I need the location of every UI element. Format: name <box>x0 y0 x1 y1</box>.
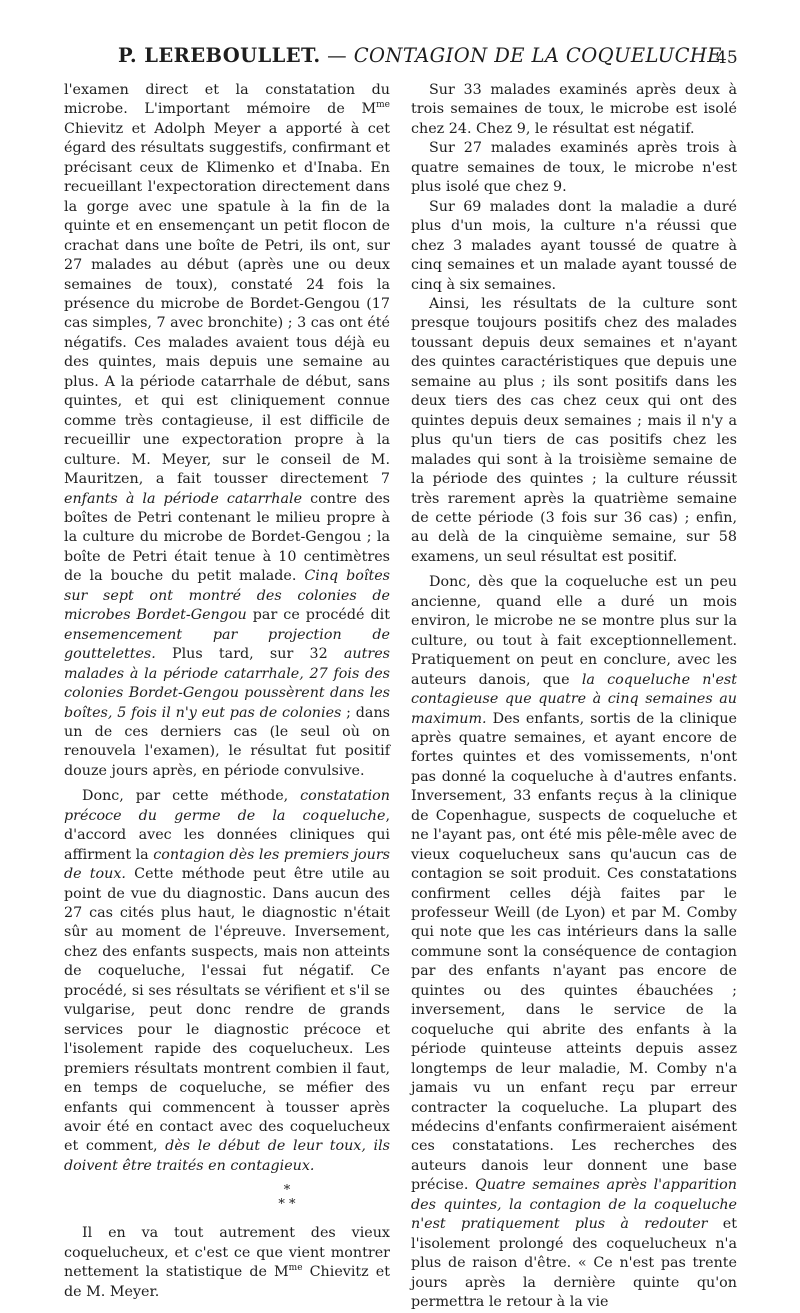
running-head <box>118 44 722 67</box>
italic-run: autres malades à la période catarrhale, 27 fois des colonies Bordet-Gengou poussèrent dans les boîtes, 5 fois il n'y eut pas de colonies <box>64 646 390 721</box>
running-header <box>0 40 800 76</box>
italic-run: dès le début de leur toux, ils doivent être traités en contagieux. <box>64 1138 391 1174</box>
superscript-mme: me <box>376 100 390 111</box>
text-run: Chievitz et Adolph Meyer a apporté à cet égard des résultats suggestifs, confirmant et précisant ceux de Klimenko et d'Inaba. En recueillant l'expectoration directement dans la gorge avec une spatule à la fin de la quinte et en ensemençant un petit flocon de crachat dans une boîte de Petri, ils ont, sur 27 malades au début (après une ou deux semaines de toux), constaté 24 fois la présence du microbe de Bordet-Gengou (17 cas simples, 7 avec bronchite) ; 3 cas ont été négatifs. Ces malades avaient tous déjà eu des quintes, mais depuis une semaine au plus. A la période catarrhale de début, sans quintes, et qui est cliniquement connue comme très contagieuse, il est difficile de recueillir une expectoration propre à la culture. M. Meyer, sur le conseil de M. Mauritzen, a fait tousser directement 7 <box>64 120 390 488</box>
asterism-top: * <box>283 1183 291 1199</box>
page-number: 45 <box>716 48 738 68</box>
left-paragraph-2 <box>64 787 390 1176</box>
header-author: P. LEREBOULLET. <box>118 44 321 67</box>
italic-run: Quatre semaines après l'apparition des quintes, la contagion de la coqueluche n'est pratiquement plus à redouter <box>411 1177 737 1233</box>
header-separator: — <box>327 44 348 67</box>
asterism-bottom: * * <box>278 1197 296 1213</box>
text-run: , d'accord avec les données cliniques qui affirment la <box>64 807 390 863</box>
right-paragraph-5 <box>411 573 737 1312</box>
left-column <box>64 81 390 1302</box>
text-run: l'examen direct et la constatation du microbe. L'important mémoire de M <box>64 82 390 118</box>
text-run: contre des boîtes de Petri contenant le milieu propre à la culture du microbe de Bordet-Gengou ; la boîte de Petri était tenue à 10 centimètres de la bouche du petit malade. <box>64 490 390 585</box>
italic-run: la coqueluche n'est contagieuse que quatre à cinq semaines au maximum. <box>411 671 737 727</box>
right-paragraph-2: Sur 27 malades examinés après trois à quatre semaines de toux, le microbe n'est plus isolé que chez 9. <box>411 140 737 196</box>
text-run: Chievitz et de M. Meyer. <box>64 1264 390 1300</box>
italic-run: constatation précoce du germe de la coqueluche <box>64 788 390 824</box>
text-run: et l'isolement prolongé des coquelucheux n'a plus de raison d'être. « Ce n'est pas trente jours après la dernière quinte qu'on permettra le retour à la vie <box>411 1216 737 1311</box>
asterism-separator <box>64 1184 390 1212</box>
text-run: Cette méthode peut être utile au point de vue du diagnostic. Dans aucun des 27 cas cités plus haut, le diagnostic n'était sûr au moment de l'épreuve. Inversement, chez des enfants suspects, mais non atteints de coqueluche, l'essai fut négatif. Ce procédé, si ses résultats se vérifient et s'il se vulgarise, peut donc rendre de grands services pour le diagnostic précoce et l'isolement rapide des coquelucheux. Les premiers résultats montrent combien il faut, en temps de coqueluche, se méfier des enfants qui commencent à tousser après avoir été en contact avec des coquelucheux et comment, <box>64 866 390 1155</box>
italic-run: enfants à la période catarrhale <box>64 490 303 507</box>
right-paragraph-4: Ainsi, les résultats de la culture sont presque toujours positifs chez des malades toussant depuis deux semaines et n'ayant des quintes caractéristiques que depuis une semaine au plus ; ils sont positifs dans les deux tiers des cas chez ceux qui ont des quintes depuis deux semaines ; mais il n'y a plus qu'un tiers de cas positifs chez les malades qui sont à la troisième semaine de la période des quintes ; la culture réussit très rarement après la quatrième semaine de cette période (3 fois sur 36 cas) ; enfin, au delà de la cinquième semaine, sur 58 examens, un seul résultat est positif. <box>411 295 737 565</box>
right-paragraph-3: Sur 69 malades dont la maladie a duré plus d'un mois, la culture n'a réussi que chez 3 malades ayant toussé de quatre à cinq semaines et un malade ayant toussé de cinq à six semaines. <box>411 198 737 293</box>
right-paragraph-1: Sur 33 malades examinés après deux à trois semaines de toux, le microbe est isolé chez 24. Chez 9, le résultat est négatif. <box>411 82 737 137</box>
text-run: Il en va tout autrement des vieux coquelucheux, et c'est ce que vient montrer nettement la statistique de M <box>64 1225 390 1281</box>
text-run: par ce procédé dit <box>246 607 390 624</box>
right-column <box>411 81 737 1313</box>
italic-run: ensemencement par projection de gouttelettes. <box>64 626 390 663</box>
superscript-mme: me <box>288 1263 303 1274</box>
left-paragraph-1 <box>64 81 390 781</box>
header-title: CONTAGION DE LA COQUELUCHE <box>353 44 722 67</box>
left-paragraph-3 <box>64 1224 390 1302</box>
italic-run: contagion dès les premiers jours de toux. <box>64 846 391 883</box>
text-run: Donc, par cette méthode, <box>82 788 301 805</box>
text-run: Plus tard, sur 32 <box>155 646 344 663</box>
italic-run: Cinq boîtes sur sept ont montré des colonies de microbes Bordet-Gengou <box>64 568 390 624</box>
text-run: ; dans un de ces derniers cas (le seul où on renouvela l'examen), le résultat fut positif douze jours après, en période convulsive. <box>64 704 390 779</box>
text-run: Donc, dès que la coqueluche est un peu ancienne, quand elle a duré un mois environ, le microbe ne se montre plus sur la culture, ou tout à fait exceptionnellement. Pratiquement on peut en conclure, avec les auteurs danois, que <box>411 574 737 688</box>
text-run: Des enfants, sortis de la clinique après quatre semaines, et ayant encore de fortes quintes et des vomissements, n'ont pas donné la coqueluche à d'autres enfants. Inversement, 33 enfants reçus à la clinique de Copenhague, suspects de coqueluche et ne l'ayant pas, ont été mis pêle-mêle avec de vieux coquelucheux sans qu'aucun cas de contagion se soit produit. Ces constatations confirment celles déjà faites par le professeur Weill (de Lyon) et par M. Comby qui note que les cas intérieurs dans la salle commune sont la conséquence de contagion par des enfants n'ayant pas encore de quintes ou des quintes ébauchées ; inversement, dans le service de la coqueluche qui abrite des enfants à la période quinteuse atteints depuis assez longtemps de leur maladie, M. Comby n'a jamais vu un enfant reçu par erreur contracter la coqueluche. La plupart des médecins d'enfants confirmeraient aisément ces constatations. Les recherches des auteurs danois leur donnent une base précise. <box>411 710 737 1194</box>
